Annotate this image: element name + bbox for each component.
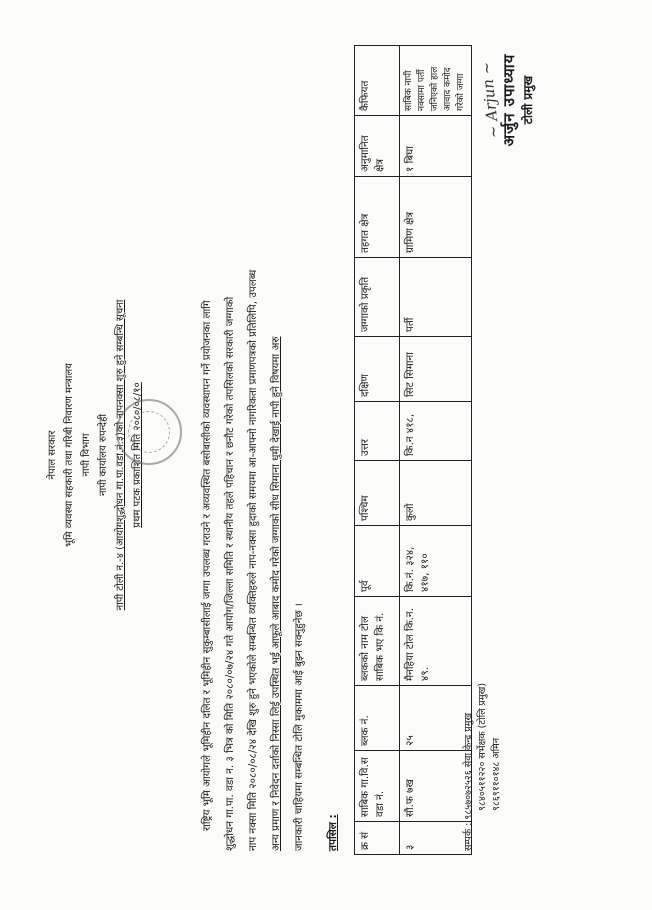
col-header: उत्तर [355,402,400,461]
col-header: पश्चिम [355,461,400,526]
table-cell: कुलो [400,461,472,526]
table-row [400,46,472,855]
paragraph-line: शुद्धोधन गा.पा. वडा न. ३ भित्र को मिति २०८०/०७/२४ गते आयोग/जिल्ला समिति र स्थानीय तहले पहिचान र छनौट गरेको तपसिलको सरकारी जग्गाको [224,296,236,851]
contact-line: ९८४०५११२२० सर्भेक्षक (टोलि प्रमुख) [477,682,488,811]
table-header-row [355,46,400,855]
office-name: नापी कार्यालय रुपन्देही [98,414,109,496]
col-header: पूर्व [355,526,400,597]
col-header: जग्गाको प्रकृति [355,258,400,337]
col-header: साबिक गा.वि.स वडा नं. [355,751,400,822]
ministry-name: भूमि व्यवस्था सहकारी तथा गरिबी निवारण मन्त्रालय [64,363,75,547]
table-cell: कि.न ४१८, [400,402,472,461]
contact-info [462,683,504,851]
table-cell: पर्ती [400,258,472,337]
land-details-table [354,45,472,855]
government-name: नेपाल सरकार [47,430,58,480]
publish-date: प्रथम पटक प्रकाशित मिति २०८०/०८/१० [132,382,143,528]
paragraph-line: अन्य प्रमाण र निवेदन दर्ताको निस्सा लिई उपस्थित भई आफूले आबाद कमोद गरेको जग्गाको सीध सिमाना धुमी देखाई नापी हुने विषयमा अरु [270,336,282,851]
col-header: ब्लक नं. [355,686,400,751]
notice-title: नापी टोली न.-४ (आयोगशुद्धोधन गा.पा.वडा.नं.३)को नापनक्सा शुरु हुने सम्बन्धि सूचना [115,299,126,611]
col-header: दक्षिण [355,337,400,402]
paragraph-line: राष्ट्रिय भूमि आयोगले भूमिहीन दलित र भूमिहीन सुकुम्बासीलाई जग्गा उपलब्ध गराउने र अव्यवस्थित बसोबासीको व्यवस्थापन गर्ने प्रयोजनका लागि [201,300,213,831]
table-cell: सौ.फ ७ख [400,751,472,822]
table-cell: मैनहिया टोल कि.न. ४९. [400,597,472,686]
table-cell: १ बिघा [400,116,472,177]
contact-line: ९८६९११०१४८ अमिन [491,737,502,811]
col-header: कैफियत [355,46,400,116]
table-cell: सिट सिमाना [400,337,472,402]
notice-document [26,15,626,895]
col-header: अनुमानित क्षेत्र [355,116,400,177]
table-cell: साबिक नापी नक्सामा पर्ती जनिएको हाल आवाद कमोद गरेको जग्गा [400,46,472,116]
contact-line: सम्पर्क : ९८५७०७२५२६ सेवा केन्द्र प्रमुख [463,712,474,851]
table-cell: २५ [400,686,472,751]
notice-paragraph [196,51,311,851]
paragraph-line: जानकारी चाहियमा सम्बन्धित टोलि मुकाममा आई बुझ्न सक्नुहुनेछ । [293,603,305,851]
handwritten-signature: ~ Arjun ~ [477,60,503,140]
signatory-role: टोली प्रमुख [521,75,535,125]
table-cell: ग्रामिण क्षेत्र [400,177,472,258]
table-cell: ३ [400,822,472,855]
table-label: तपसिल : [327,814,339,851]
signatory-name: अर्जुन उपाध्याय [500,53,518,147]
col-header: ब्लकको नाम टोल साबिक भए कि नं. [355,597,400,686]
signature-block [477,30,536,170]
table-cell: कि.नं. ३२४, ४१७, ११० [400,526,472,597]
office-seal-stamp [116,399,182,465]
department-name: नापी विभाग [81,433,92,477]
col-header: तहगत क्षेत्र [355,177,400,258]
paragraph-line: नाप नक्सा मिति २०८०/०८/२४ देखि शुरु हुने भएकोले सम्बन्धित व्यक्तिहरुले नाप-नक्सा हुदाको समयमा आ-आफ्नो नागरिकता प्रमाणपत्रको प्रतिलिपि, उपलब्ध [247,269,259,851]
col-header: क्र सं [355,822,400,855]
